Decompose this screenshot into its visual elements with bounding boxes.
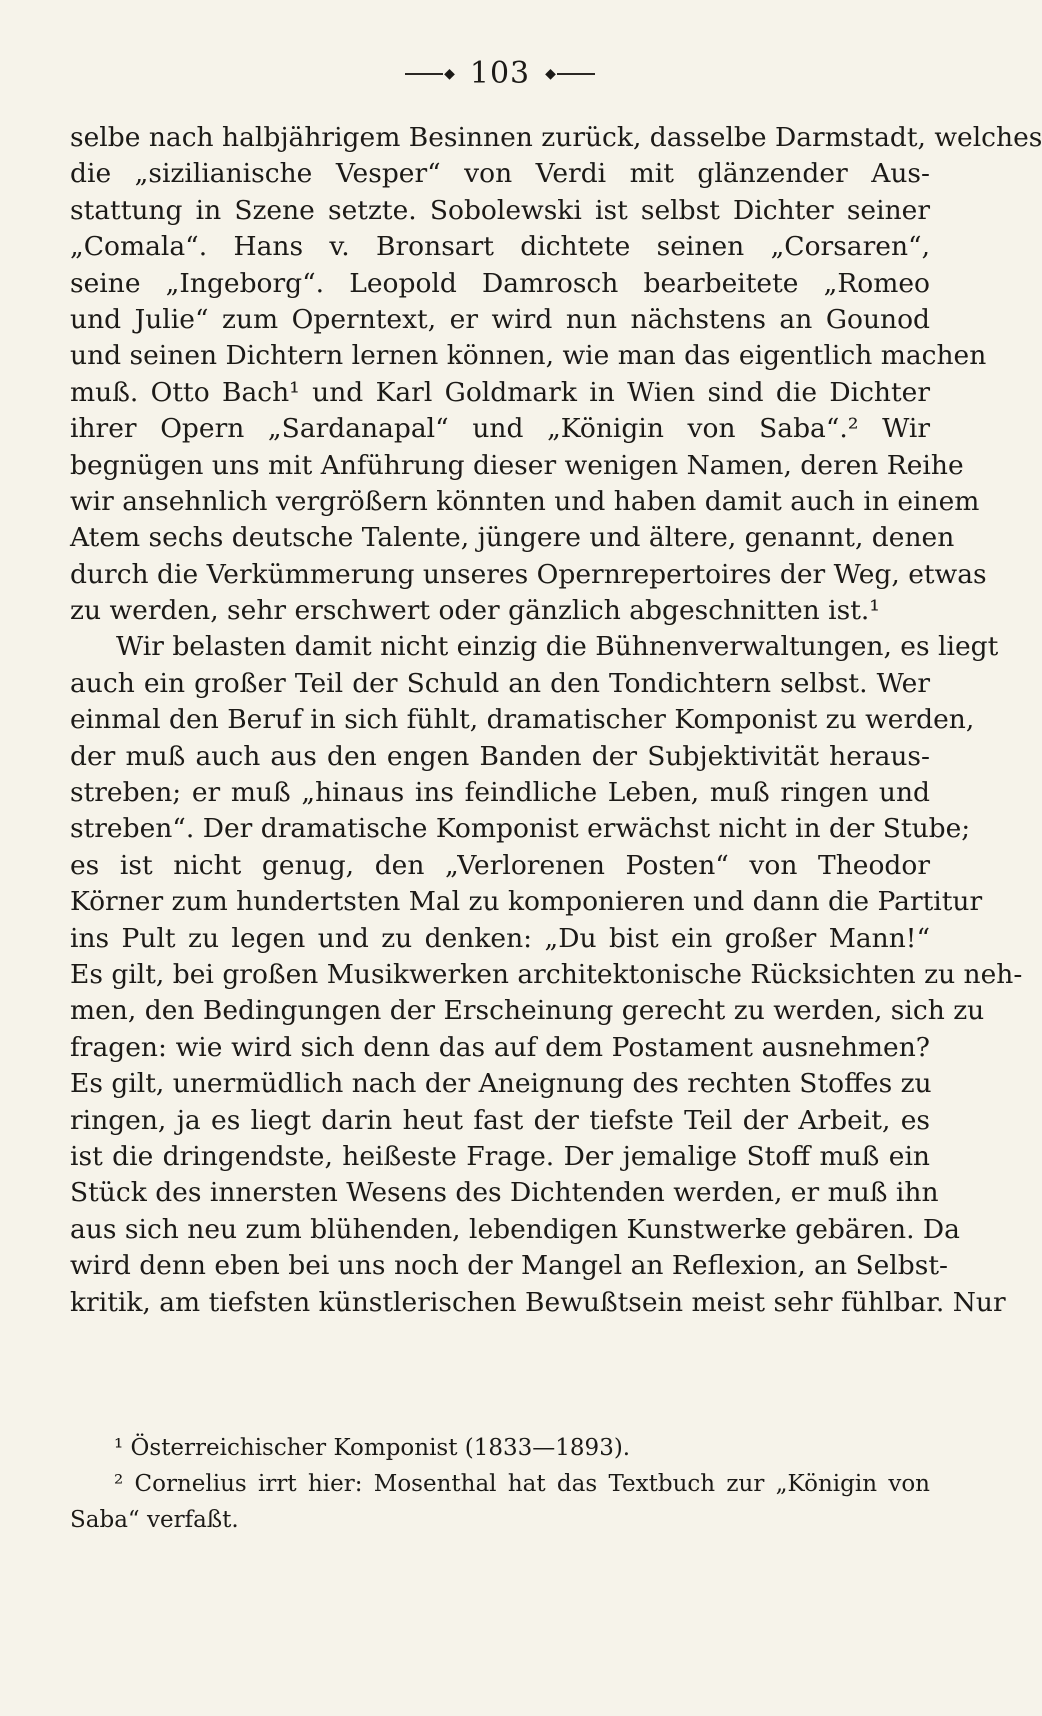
text-line: Atem sechs deutsche Talente, jüngere und ältere, genannt, denen <box>70 522 955 554</box>
page-number: 103 <box>469 56 531 91</box>
text-line: und Julie“ zum Operntext, er wird nun nächstens an Gounod <box>70 303 930 335</box>
text-line: wir ansehnlich vergrößern könnten und haben damit auch in einem <box>70 485 980 517</box>
text-line: ist die dringendste, heißeste Frage. Der jemalige Stoff muß ein <box>70 1140 930 1172</box>
text-line: Stück des innersten Wesens des Dichtenden werden, er muß ihn <box>70 1177 939 1209</box>
text-line: stattung in Szene setzte. Sobolewski ist selbst Dichter seiner <box>70 194 930 226</box>
text-line: streben; er muß „hinaus ins feindliche Leben, muß ringen und <box>70 777 930 809</box>
text-line: der muß auch aus den engen Banden der Subjektivität heraus- <box>70 740 930 772</box>
text-line: auch ein großer Teil der Schuld an den Tondichtern selbst. Wer <box>70 667 930 699</box>
text-line: „Comala“. Hans v. Bronsart dichtete seinen „Corsaren“, <box>70 231 930 263</box>
text-line: zu werden, sehr erschwert oder gänzlich abgeschnitten ist.¹ <box>70 595 880 627</box>
footnote-1: ¹ Österreichischer Komponist (1833—1893). <box>114 1435 631 1461</box>
text-line: Wir belasten damit nicht einzig die Bühnenverwaltungen, es liegt <box>116 631 999 663</box>
right-ornament-icon: ◆ <box>544 67 595 81</box>
text-line: ins Pult zu legen und zu denken: „Du bist ein großer Mann!“ <box>70 922 930 954</box>
text-line: Körner zum hundertsten Mal zu komponieren und dann die Partitur <box>70 886 983 918</box>
text-line: begnügen uns mit Anführung dieser wenigen Namen, deren Reihe <box>70 449 964 481</box>
text-line: Es gilt, unermüdlich nach der Aneignung des rechten Stoffes zu <box>70 1068 932 1100</box>
text-line: einmal den Beruf in sich fühlt, dramatischer Komponist zu werden, <box>70 704 975 736</box>
text-line: und seinen Dichtern lernen können, wie man das eigentlich machen <box>70 340 987 372</box>
text-line: kritik, am tiefsten künstlerischen Bewußtsein meist sehr fühlbar. Nur <box>70 1286 1006 1318</box>
text-line: men, den Bedingungen der Erscheinung gerecht zu werden, sich zu <box>70 995 985 1027</box>
footnote-2-continuation: Saba“ verfaßt. <box>70 1507 239 1533</box>
text-line: muß. Otto Bach¹ und Karl Goldmark in Wien sind die Dichter <box>70 376 930 408</box>
text-line: fragen: wie wird sich denn das auf dem Postament ausnehmen? <box>70 1031 930 1063</box>
text-line: ringen, ja es liegt darin heut fast der tiefste Teil der Arbeit, es <box>70 1104 930 1136</box>
text-line: die „sizilianische Vesper“ von Verdi mit glänzender Aus- <box>70 158 930 190</box>
left-ornament-icon: ◆ <box>405 67 456 81</box>
footnotes <box>70 1430 930 1538</box>
text-line: selbe nach halbjährigem Besinnen zurück, dasselbe Darmstadt, welches <box>70 122 1042 153</box>
text-line: wird denn eben bei uns noch der Mangel an Reflexion, an Selbst- <box>70 1250 948 1282</box>
text-line: streben“. Der dramatische Komponist erwächst nicht in der Stube; <box>70 813 971 845</box>
text-line: aus sich neu zum blühenden, lebendigen Kunstwerke gebären. Da <box>70 1213 960 1245</box>
text-line: seine „Ingeborg“. Leopold Damrosch bearbeitete „Romeo <box>70 267 930 299</box>
text-line: es ist nicht genug, den „Verlorenen Posten“ von Theodor <box>70 849 930 881</box>
main-text <box>70 120 1042 1321</box>
footnote-2: ² Cornelius irrt hier: Mosenthal hat das Textbuch zur „Königin von <box>114 1471 930 1497</box>
text-line: ihrer Opern „Sardanapal“ und „Königin von Saba“.² Wir <box>70 413 930 445</box>
page-header <box>0 56 1000 91</box>
text-line: Es gilt, bei großen Musikwerken architektonische Rücksichten zu neh- <box>70 958 1023 990</box>
text-line: durch die Verkümmerung unseres Opernrepertoires der Weg, etwas <box>70 558 987 590</box>
